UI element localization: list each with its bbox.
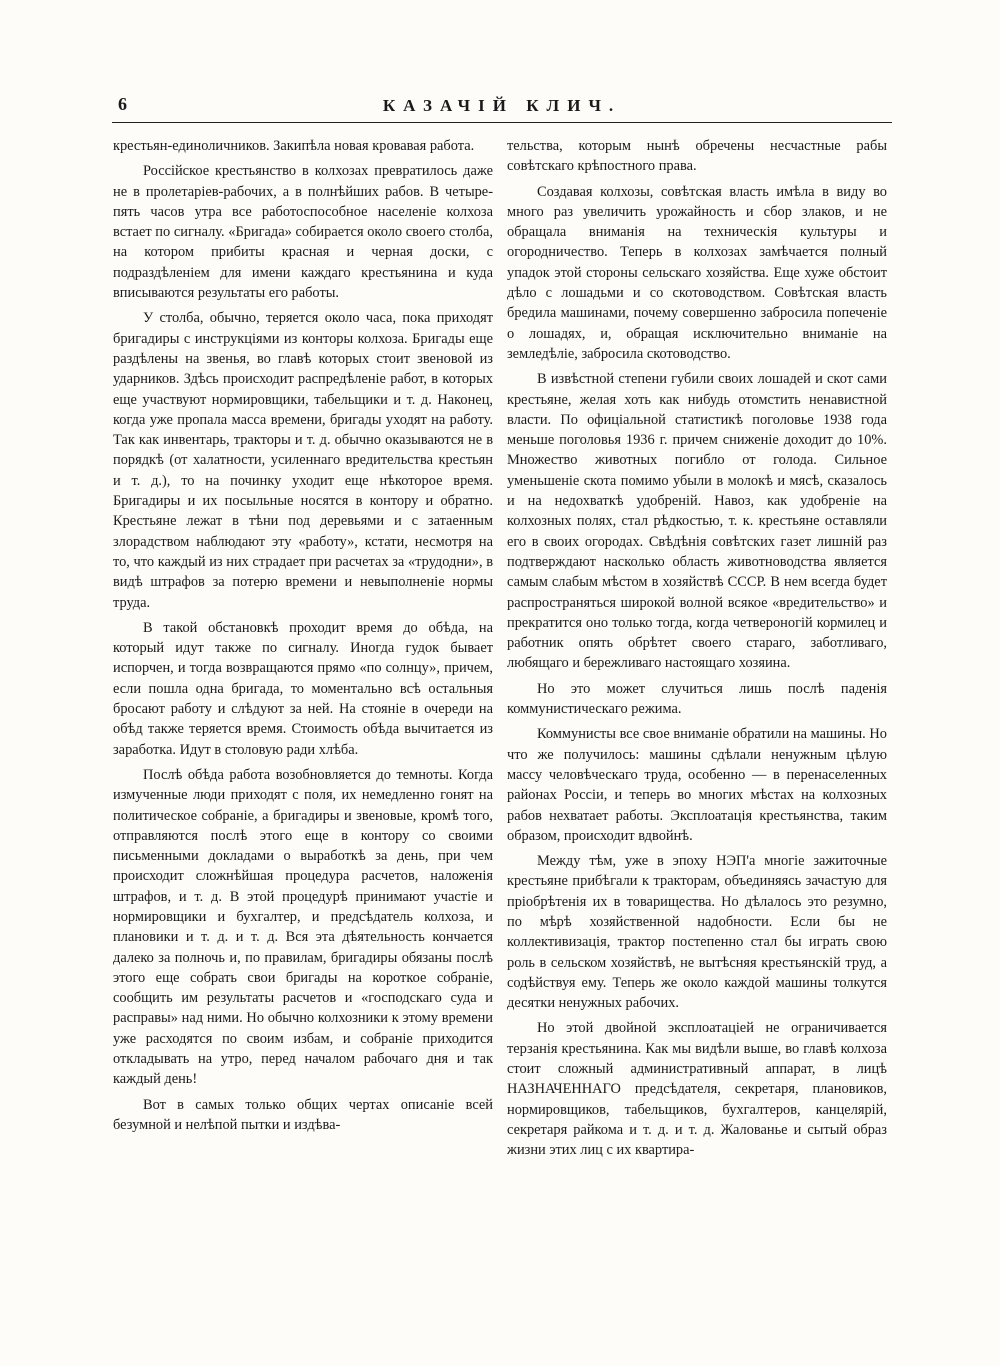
paragraph: Создавая колхозы, совѣтская власть имѣла в виду во много раз увеличить урожайность и сбор злаков, и не обращала вниманія на техническія культуры и огородничество. Теперь в колхозах замѣчается полный упадок этой стороны сельскаго хозяйства. Еще хуже обстоит дѣло с лошадьми и со скотоводством. Совѣтская власть бредила машинами, почему совершенно забросила попеченіе о лошадях, и, обращая исключительно вниманіе на земледѣліе, забросила скотоводство. <box>507 183 887 362</box>
paragraph: В извѣстной степени губили своих лошадей и скот сами крестьяне, желая хоть как нибудь отомстить ненавистной власти. По офиціальной статистикѣ поголовье 1938 года меньше поголовья 1936 г. причем сниженіе доходит до 10%. Множество животных погибло от голода. Сильное уменьшеніе скота помимо убыли в молокѣ и мясѣ, сказалось и на недохваткѣ удобреній. Навоз, как удобреніе на колхозных полях, стал рѣдкостью, т. к. крестьяне оставляли его в своих огородах. Свѣдѣнія совѣтских газет лишній раз подтверждают насколько область животноводства является самым слабым мѣстом в хозяйствѣ СССР. В нем всегда будет распространяться широкой волной всякое «вредительство» и прекратится оно только тогда, когда четвероногій кормилец и работник опять обрѣтет своего стараго, заботливаго, любящаго и бережливаго настоящаго хозяина. <box>507 371 887 672</box>
journal-title: КАЗАЧІЙ КЛИЧ. <box>382 96 622 115</box>
right-column <box>507 136 887 1166</box>
paragraph: Коммунисты все свое вниманіе обратили на машины. Но что же получилось: машины сдѣлали ненужным цѣлую массу человѣческаго труда, особенно — в перенаселенных районах Россіи, и теперь во многих мѣстах на колхозных рабов нехватает работы. Эксплоатація крестьянства, таким образом, происходит вдвойнѣ. <box>507 726 887 844</box>
paragraph: Послѣ обѣда работа возобновляется до темноты. Когда измученные люди приходят с поля, их немедленно гонят на политическое собраніе, а бригадиры и звеновые, кромѣ того, отправляются послѣ этого еще в контору со своими письменными докладами о выработкѣ за день, при чем происходит сложнѣйшая процедура расчетов, наложенія штрафов, и т. д. В этой процедурѣ принимают участіе и нормировщики и бухгалтер, и предсѣдатель колхоза, и плановики и т. д. и т. д. Вся эта дѣятельность кончается далеко за полночь и, по правилам, бригадиры обязаны послѣ этого еще собрать свои бригады на короткое собраніе, сообщить им результаты расчетов и «господскаго суда и расправы» над ними. Но обычно колхозники к этому времени уже расходятся по своим избам, и собраніе приходится откладывать на утро, перед началом рабочаго дня и так каждый день! <box>113 766 493 1088</box>
paragraph: Россійское крестьянство в колхозах превратилось даже не в пролетаріев-рабочих, а в полнѣйших рабов. В четыре-пять часов утра все работоспособное населеніе колхоза встает по сигналу. «Бригада» собирается около своего столба, на котором прибиты красная и черная доски, с подраздѣленіем для имени каждаго крестьянина и куда вписываются результаты его работы. <box>113 163 493 302</box>
paragraph: Между тѣм, уже в эпоху НЭП'а многіе зажиточные крестьяне прибѣгали к тракторам, объединяясь зачастую для пріобрѣтенія их в товарищества. Но дѣлалось это резумно, по мѣрѣ хозяйственной надобности. Если бы не коллективизація, трактор постепенно стал бы играть свою роль в сельском хозяйствѣ, не вытѣсняя крестьянскій труд, а содѣйствуя ему. Теперь же около каждой машины толкутся десятки ненужных рабочих. <box>507 853 887 1012</box>
paragraph: В такой обстановкѣ проходит время до обѣда, на который идут также по сигналу. Иногда гудок бывает испорчен, и тогда возвращаются прямо «по солнцу», причем, если пошла одна бригада, то моментально всѣ остальныя бросают работу и слѣдуют за ней. На стояніе в очереди на обѣд также теряется время. Стоимость обѣда вычитается из заработка. Идут в столовую ради хлѣба. <box>113 619 493 758</box>
page-header <box>112 94 892 123</box>
paragraph: тельства, которым нынѣ обречены несчастные рабы совѣтскаго крѣпостного права. <box>507 138 887 175</box>
paragraph: Вот в самых только общих чертах описаніе всей безумной и нелѣпой пытки и издѣва- <box>113 1096 493 1133</box>
left-column <box>113 136 493 1140</box>
paragraph: Но это может случиться лишь послѣ паденія коммунистическаго режима. <box>507 680 887 718</box>
paragraph: У столба, обычно, теряется около часа, пока приходят бригадиры с инструкціями из конторы колхоза. Бригады еще раздѣлены на звенья, во главѣ которых стоит звеновой из ударников. Здѣсь происходит распредѣленіе работ, в которых еще участвуют нормировщики, табельщики и т. д. Наконец, когда уже пропала масса времени, бригады уходят на работу. Так как инвентарь, тракторы и т. д. обычно оказываются не в порядкѣ (от халатности, усиленнаго вредительства крестьян и т. д.), то на починку уходит еще нѣкоторое время. Бригадиры и их посыльные носятся в контору и обратно. Крестьяне лежат в тѣни под деревьями и с затаенным злорадством наблюдают эту «работу», кстати, несмотря на то, что каждый из них страдает при расчетах за «трудодни», в видѣ штрафов за потерю времени и невыполненіе нормы труда. <box>113 310 493 611</box>
paragraph: крестьян-единоличников. Закипѣла новая кровавая работа. <box>113 138 475 154</box>
paragraph: Но этой двойной эксплоатаціей не ограничивается терзанія крестьянина. Как мы видѣли выше, во главѣ колхоза стоит сложный административный аппарат, в лицѣ НАЗНАЧЕННАГО предсѣдателя, секретаря, плановиков, нормировщиков, табельщиков, бухгалтеров, канцелярій, секретаря райкома и т. д. и т. д. Жалованье и сытый образ жизни этих лиц с их квартира- <box>507 1020 887 1159</box>
page-number: 6 <box>118 94 127 114</box>
